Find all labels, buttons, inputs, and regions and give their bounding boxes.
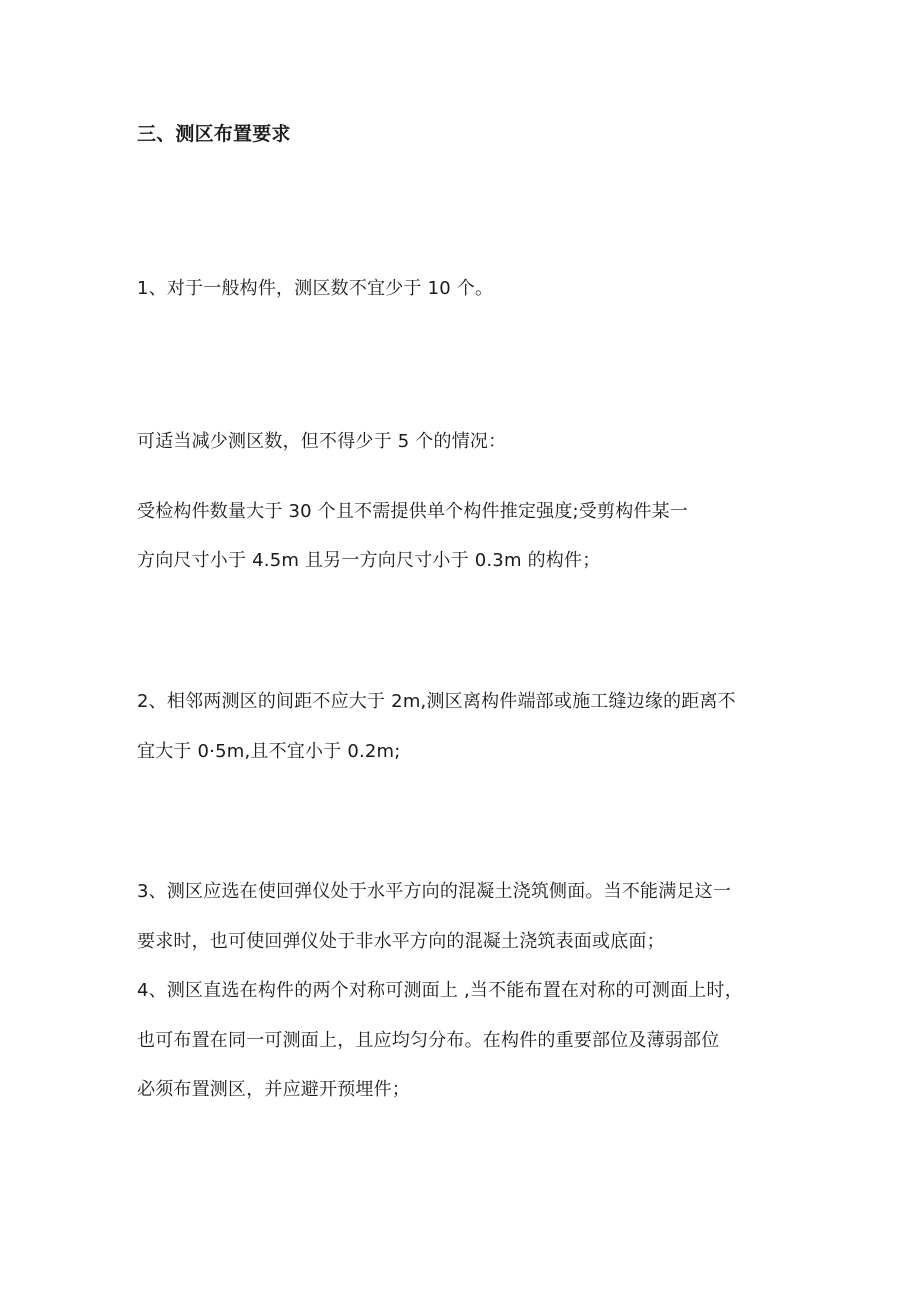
paragraph-line: 宜大于 0·5m,且不宜小于 0.2m; <box>137 741 401 762</box>
paragraph-line: 必须布置测区，并应避开预埋件； <box>137 1079 410 1100</box>
paragraph-line: 受检构件数量大于 30 个且不需提供单个构件推定强度;受剪构件某一 <box>137 501 689 522</box>
paragraph-line: 4、测区直选在构件的两个对称可测面上 ,当不能布置在对称的可测面上时， <box>137 980 743 1001</box>
paragraph-line: 2、相邻两测区的间距不应大于 2m,测区离构件端部或施工缝边缘的距离不 <box>137 691 736 712</box>
paragraph-line: 要求时，也可使回弹仪处于非水平方向的混凝土浇筑表面或底面； <box>137 931 665 952</box>
paragraph-line: 1、对于一般构件，测区数不宜少于 10 个。 <box>137 278 494 299</box>
paragraph-line: 也可布置在同一可测面上，且应均匀分布。在构件的重要部位及薄弱部位 <box>137 1030 720 1051</box>
paragraph-line: 3、测区应选在使回弹仪处于水平方向的混凝土浇筑侧面。当不能满足这一 <box>137 881 732 902</box>
section-heading: 三、测区布置要求 <box>137 123 291 145</box>
paragraph-line: 可适当减少测区数，但不得少于 5 个的情况： <box>137 431 507 452</box>
paragraph-line: 方向尺寸小于 4.5m 且另一方向尺寸小于 0.3m 的构件； <box>137 550 601 571</box>
